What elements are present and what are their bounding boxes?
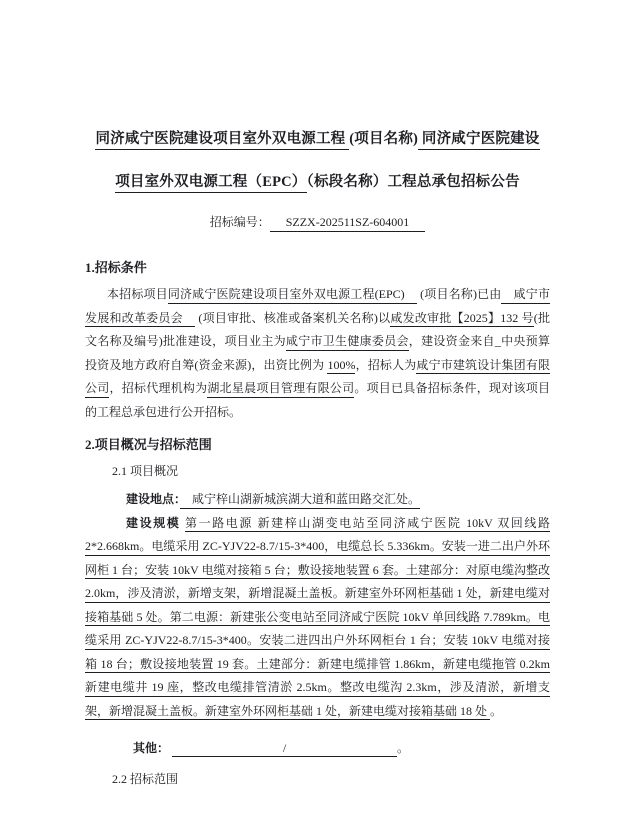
underlined-text: 同济咸宁医院建设项目室外双电源工程(EPC) <box>168 287 417 304</box>
underlined-text: 项目室外双电源工程（EPC） <box>115 174 306 193</box>
text-segment: (项目审批、核准或备案机关名称)以 <box>195 310 391 325</box>
text-segment: 本招标项目 <box>107 287 168 301</box>
text-segment: （标段名称） <box>306 174 388 190</box>
text-segment: 建设规模 <box>126 515 185 530</box>
blank-field: / <box>172 741 397 757</box>
text-segment: 。项目已具备招标条件，现对该项目的工程总承包进行公开招标。 <box>85 381 550 419</box>
text-segment: 工程总承包招标公告 <box>387 174 520 190</box>
text-segment: 。 <box>397 741 410 755</box>
title-line-1 <box>85 129 550 149</box>
construction-location-line <box>126 488 550 512</box>
underlined-text: 咸发改审批【2025】132 号 <box>390 311 533 328</box>
underlined-text: 同济咸宁医院建设项目室外双电源工程 <box>95 131 349 150</box>
underlined-text: 咸宁梓山湖新城滨湖大道和蓝田路交汇处。 <box>180 492 420 509</box>
title-line-2 <box>85 172 550 192</box>
construction-scale-paragraph <box>85 512 550 724</box>
text-segment: 。 <box>490 703 503 718</box>
section-2-2-heading: 2.2 招标范围 <box>112 771 179 786</box>
text-segment: ，建设资金来自_中央预算投资及地方政府自筹(资金来源)，出资比例为 <box>85 334 550 372</box>
section-1-heading: 1.招标条件 <box>85 260 147 275</box>
underlined-text: 咸宁市建筑设计集团有限公司 <box>85 358 550 398</box>
bid-number-line <box>85 215 550 230</box>
underlined-text: 第一路电源 新建梓山湖变电站至同济咸宁医院 10kV 双回线路 2*2.668km。电缆采用 ZC-YJV22-8.7/15-3*400，电缆总长 5.336km。安装一进二出户外环网柜 1 台；安装 10kV 电缆对接箱 5 台；敷设接地装置 6 套。土建部分：对原电缆沟整改 2.0km，涉及清淤，新增支架，新增混凝土盖板。新建室外环网柜基础 1 处，新建电缆对接箱基础 5 处。第二电源：新建张公变电站至同济咸宁医院 10kV 单回线路 7.789km。电缆采用 ZC-YJV22-8.7/15-3*400。安装二进四出户外环网柜台 1 台；安装 10kV 电缆对接箱 18 台；敷设接地装置 19 套。土建部分：新建电缆排管 1.86km，新建电缆拖管 0.2km 新建电缆井 19 座，整改电缆排管清淤 2.5km。整改电缆沟 2.3km，涉及清淤，新增支架，新增混凝土盖板。新建室外环网柜基础 1 处，新建电缆对接箱基础 18 处 <box>85 516 550 721</box>
bid-number-label: 招标编号： <box>209 215 270 229</box>
section-1-paragraph <box>85 283 550 424</box>
text-segment: (项目名称) <box>349 131 419 147</box>
underlined-text: 同济咸宁医院建设 <box>418 131 539 150</box>
underlined-text: 咸宁市卫生健康委员会 <box>286 334 409 351</box>
section-2-heading: 2.项目概况与招标范围 <box>85 437 212 452</box>
text-segment: 建设地点： <box>126 492 181 506</box>
bid-number-value: SZZX-202511SZ-604001 <box>270 215 426 232</box>
underlined-text: 湖北星晨项目管理有限公司 <box>207 381 354 398</box>
underlined-text: 100% <box>327 358 355 375</box>
underlined-text: 咸宁市发展和改革委员会 <box>85 287 550 327</box>
text-segment: 其他： <box>133 741 173 755</box>
document-title <box>85 129 550 192</box>
text-segment: (批文名称及编号)批准建设，项目业主为 <box>85 310 550 348</box>
text-segment: ，招标代理机构为 <box>109 381 208 395</box>
other-line <box>133 737 550 761</box>
text-segment: (项目名称)已由 <box>416 287 502 301</box>
section-2-1-heading: 2.1 项目概况 <box>112 464 179 478</box>
text-segment: ，招标人为 <box>355 357 417 372</box>
